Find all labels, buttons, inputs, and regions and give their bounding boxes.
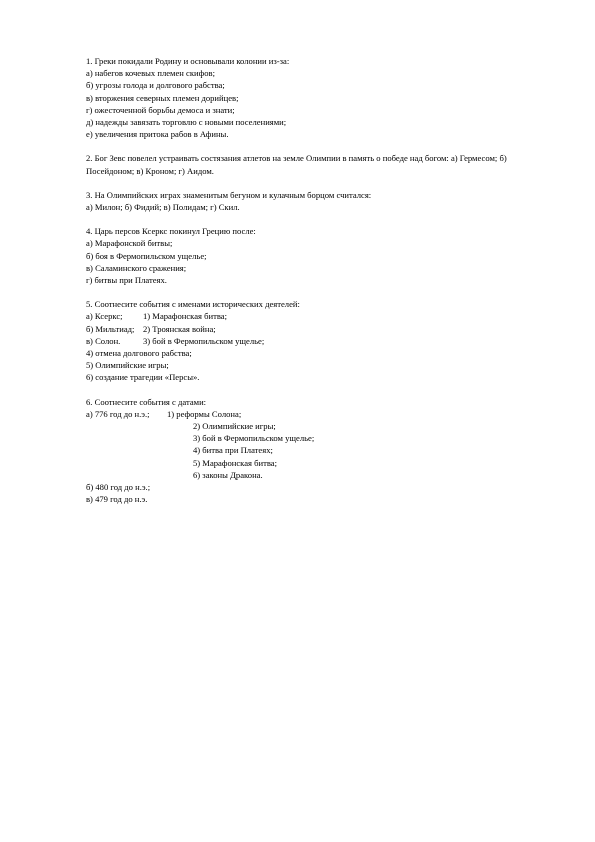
question-6-text: 6. Соотнесите события с датами: <box>86 396 207 407</box>
question-1-option-e: д) надежды завязать торговлю с новыми поселениями; <box>86 117 287 128</box>
question-6-date-c: в) 479 год до н.э. <box>86 494 148 505</box>
question-5-event-1: 1) Марафонская битва; <box>143 311 227 322</box>
question-5-event-6: 6) создание трагедии «Персы». <box>86 372 200 383</box>
question-1 <box>86 55 546 140</box>
question-1-option-c: в) вторжения северных племен дорийцев; <box>86 92 239 103</box>
question-1-option-b: б) угрозы голода и долгового рабства; <box>86 80 225 91</box>
question-6 <box>86 396 546 506</box>
question-6-event-2: 2) Олимпийские игры; <box>193 421 276 432</box>
question-1-option-d: г) ожесточенной борьбы демоса и знати; <box>86 104 235 115</box>
question-4 <box>86 225 546 286</box>
question-5 <box>86 298 546 383</box>
question-3-answers: а) Милон; б) Фидий; в) Полидам; г) Скил. <box>86 202 240 213</box>
question-5-event-2: 2) Троянская война; <box>143 323 216 334</box>
question-2-text: 2. Бог Зевс повелел устраивать состязания атлетов на земле Олимпии в память о победе над богом: а) Гермесом; б) Посейдоном; в) Кроном; г) Аидом. <box>86 153 507 176</box>
question-5-person-a: а) Ксеркс; <box>86 311 123 322</box>
question-5-person-c: в) Солон. <box>86 335 121 346</box>
question-1-option-a: а) набегов кочевых племен скифов; <box>86 68 215 79</box>
question-5-row-b <box>86 323 546 335</box>
question-6-event-4: 4) битва при Платеях; <box>193 445 273 456</box>
question-2 <box>86 152 546 176</box>
question-1-option-f: е) увеличения притока рабов в Афины. <box>86 129 229 140</box>
question-6-event-1: 1) реформы Солона; <box>167 408 242 419</box>
question-5-event-3: 3) бой в Фермопильском ущелье; <box>143 335 265 346</box>
question-1-text: 1. Греки покидали Родину и основывали колонии из-за: <box>86 56 290 66</box>
question-6-row-a <box>86 408 546 420</box>
question-3-text: 3. На Олимпийских играх знаменитым бегуном и кулачным борцом считался: <box>86 189 372 200</box>
question-6-date-b: б) 480 год до н.э.; <box>86 482 151 493</box>
question-3 <box>86 189 546 213</box>
question-5-person-b: б) Мильтиад; <box>86 323 135 334</box>
question-5-row-c <box>86 335 546 347</box>
question-6-event-6: 6) законы Дракона. <box>193 469 263 480</box>
question-6-event-3: 3) бой в Фермопильском ущелье; <box>193 433 315 444</box>
question-5-event-4: 4) отмена долгового рабства; <box>86 348 192 359</box>
question-4-option-d: г) битвы при Платеях. <box>86 275 167 286</box>
question-4-option-b: б) боя в Фермопильском ущелье; <box>86 250 207 261</box>
question-4-text: 4. Царь персов Ксеркс покинул Грецию после: <box>86 226 256 237</box>
question-5-event-5: 5) Олимпийские игры; <box>86 360 169 371</box>
question-5-row-a <box>86 310 546 322</box>
question-6-date-a: а) 776 год до н.э.; <box>86 408 150 419</box>
question-5-text: 5. Соотнесите события с именами исторических деятелей: <box>86 299 300 310</box>
question-4-option-c: в) Саламинского сражения; <box>86 262 187 273</box>
document-page <box>86 55 546 518</box>
question-4-option-a: а) Марафонской битвы; <box>86 238 173 249</box>
question-6-event-5: 5) Марафонская битва; <box>193 457 277 468</box>
